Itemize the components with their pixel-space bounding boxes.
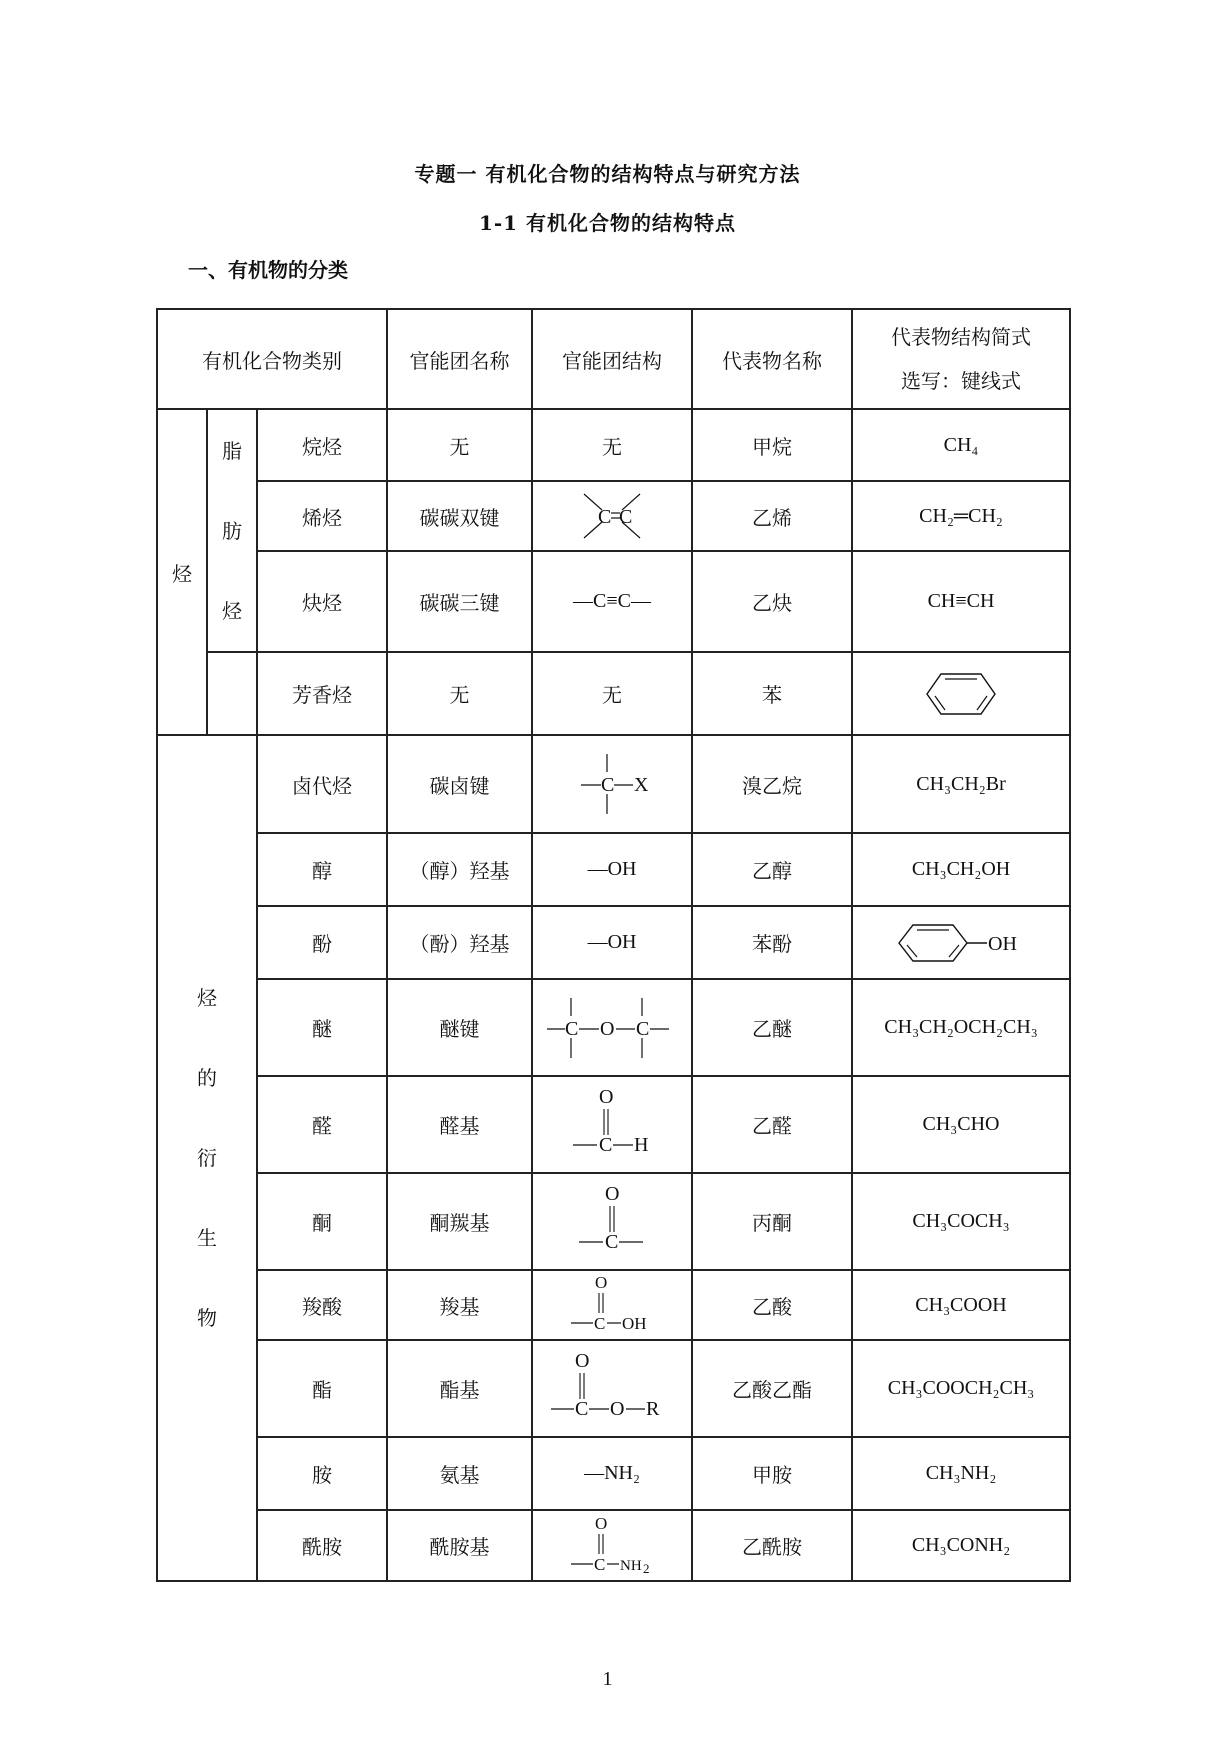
amide-structure (557, 1514, 667, 1578)
class-cell: 醚 (257, 979, 387, 1076)
haloalkane-structure (557, 748, 667, 820)
formula-cell: CH₂═CH₂ (852, 481, 1070, 551)
class-cell: 烯烃 (257, 481, 387, 551)
oxygen-symbol: O (599, 1085, 614, 1108)
formula-cell: CH₄ (852, 409, 1070, 481)
rep-name-cell: 乙炔 (692, 551, 852, 652)
carbon-symbol: C (605, 1230, 619, 1253)
class-cell: 卤代烃 (257, 735, 387, 833)
derivative-char: 衍 (197, 1146, 217, 1170)
fg-structure-cell: —OH (532, 906, 692, 979)
oxygen-symbol: O (610, 1397, 625, 1420)
class-cell: 烷烃 (257, 409, 387, 481)
oxygen-symbol: O (595, 1273, 608, 1292)
table-row (157, 1173, 1070, 1270)
table-row (157, 1510, 1070, 1581)
fg-name-cell: （酚）羟基 (387, 906, 532, 979)
formula-cell: CH₃COCH₃ (852, 1173, 1070, 1270)
formula-cell: CH₃CH₂OCH₂CH₃ (852, 979, 1070, 1076)
table-row (157, 979, 1070, 1076)
rep-name-cell: 乙醛 (692, 1076, 852, 1173)
class-cell: 酚 (257, 906, 387, 979)
rep-name-cell: 丙酮 (692, 1173, 852, 1270)
rep-name-cell: 乙醇 (692, 833, 852, 906)
formula-cell (852, 652, 1070, 735)
halogen-symbol: X (634, 774, 649, 796)
fg-name-cell: 酰胺基 (387, 1510, 532, 1581)
formula-cell: CH₃CHO (852, 1076, 1070, 1173)
derivative-char: 生 (197, 1226, 217, 1250)
derivative-char: 的 (197, 1066, 217, 1090)
rep-name-cell: 乙醚 (692, 979, 852, 1076)
class-cell: 酮 (257, 1173, 387, 1270)
class-cell: 醇 (257, 833, 387, 906)
carbon-symbol: C (598, 506, 612, 528)
fg-structure-cell: 无 (532, 409, 692, 481)
table-row (157, 1340, 1070, 1437)
hydrogen-symbol: H (634, 1133, 649, 1156)
phenol-structure (891, 920, 1031, 966)
rep-name-cell: 溴乙烷 (692, 735, 852, 833)
carbon-symbol: C (619, 506, 633, 528)
fg-structure-cell (532, 1510, 692, 1581)
table-row (157, 481, 1070, 551)
carbon-symbol: C (565, 1017, 579, 1040)
fg-name-cell: （醇）羟基 (387, 833, 532, 906)
page-title: 专题一 有机化合物的结构特点与研究方法 (414, 162, 801, 186)
derivative-char: 物 (197, 1306, 217, 1330)
double-bond-diagram (562, 486, 662, 546)
rep-name-cell: 苯 (692, 652, 852, 735)
rep-name-cell: 苯酚 (692, 906, 852, 979)
class-cell: 酯 (257, 1340, 387, 1437)
fg-name-cell: 醚键 (387, 979, 532, 1076)
table-row (157, 409, 1070, 481)
rep-name-cell: 甲烷 (692, 409, 852, 481)
rep-name-cell: 乙酸乙酯 (692, 1340, 852, 1437)
class-cell: 胺 (257, 1437, 387, 1510)
fg-name-cell: 碳碳双键 (387, 481, 532, 551)
class-cell: 酰胺 (257, 1510, 387, 1581)
class-cell: 芳香烃 (257, 652, 387, 735)
carbon-symbol: C (599, 1133, 613, 1156)
hydrocarbon-label: 烃 (157, 409, 207, 735)
formula-cell: CH≡CH (852, 551, 1070, 652)
hydroxyl-label: OH (622, 1314, 647, 1333)
r-group-symbol: R (646, 1397, 660, 1420)
fg-structure-cell: —OH (532, 833, 692, 906)
carbon-symbol: C (601, 774, 615, 796)
table-row (157, 652, 1070, 735)
aliphatic-char: 肪 (222, 518, 242, 543)
rep-name-cell: 甲胺 (692, 1437, 852, 1510)
class-cell: 醛 (257, 1076, 387, 1173)
header-row (157, 309, 1070, 409)
carbon-symbol: C (594, 1554, 606, 1574)
fg-structure-cell (532, 481, 692, 551)
aliphatic-char: 烃 (222, 598, 242, 623)
fg-structure-cell: —NH₂ (532, 1437, 692, 1510)
classification-table (156, 308, 1071, 1582)
header-rep-formula (852, 309, 1070, 409)
aliphatic-char: 脂 (222, 438, 242, 463)
fg-name-cell: 碳卤键 (387, 735, 532, 833)
rep-name-cell: 乙烯 (692, 481, 852, 551)
table-row (157, 735, 1070, 833)
formula-cell: CH₃COOCH₂CH₃ (852, 1340, 1070, 1437)
rep-name-cell: 乙酰胺 (692, 1510, 852, 1581)
subscript-2: 2 (643, 1560, 650, 1576)
section-heading: 一、有机物的分类 (188, 258, 348, 282)
amino-label: NH (620, 1557, 642, 1574)
header-rep-name: 代表物名称 (692, 309, 852, 409)
carbon-symbol: C (594, 1314, 606, 1333)
oxygen-symbol: O (605, 1182, 620, 1205)
fg-name-cell: 无 (387, 409, 532, 481)
derivative-char: 烃 (197, 986, 217, 1010)
page-number: 1 (602, 1668, 613, 1690)
fg-name-cell: 酮羰基 (387, 1173, 532, 1270)
carbon-symbol: C (575, 1397, 589, 1420)
fg-structure-cell (532, 1173, 692, 1270)
carbon-symbol: C (636, 1017, 650, 1040)
fg-structure-cell (532, 979, 692, 1076)
aliphatic-label (207, 409, 257, 652)
table-row (157, 833, 1070, 906)
oxygen-symbol: O (595, 1513, 608, 1533)
header-rep-formula-line1: 代表物结构简式 (891, 325, 1032, 349)
header-fg-name: 官能团名称 (387, 309, 532, 409)
section-subtitle: 1-1 有机化合物的结构特点 (478, 211, 737, 235)
table-row (157, 1076, 1070, 1173)
aldehyde-structure (557, 1085, 667, 1165)
fg-structure-cell: 无 (532, 652, 692, 735)
fg-name-cell: 醛基 (387, 1076, 532, 1173)
ketone-structure (557, 1182, 667, 1262)
oxygen-symbol: O (575, 1349, 590, 1372)
formula-cell: CH₃CONH₂ (852, 1510, 1070, 1581)
class-cell: 羧酸 (257, 1270, 387, 1340)
rep-name-cell: 乙酸 (692, 1270, 852, 1340)
table-row (157, 1270, 1070, 1340)
benzene-ring-icon (921, 669, 1001, 719)
formula-cell: CH₃CH₂OH (852, 833, 1070, 906)
fg-name-cell: 氨基 (387, 1437, 532, 1510)
table-row (157, 551, 1070, 652)
hydroxyl-label: OH (988, 932, 1017, 955)
table-row (157, 906, 1070, 979)
fg-name-cell: 无 (387, 652, 532, 735)
fg-structure-cell (532, 735, 692, 833)
header-rep-formula-line2: 选写：键线式 (901, 369, 1022, 393)
formula-cell: CH₃COOH (852, 1270, 1070, 1340)
derivative-label (157, 735, 257, 1581)
table-row (157, 1437, 1070, 1510)
fg-name-cell: 酯基 (387, 1340, 532, 1437)
fg-structure-cell (532, 1340, 692, 1437)
formula-cell: CH₃NH₂ (852, 1437, 1070, 1510)
oxygen-symbol: O (600, 1017, 615, 1040)
formula-cell (852, 906, 1070, 979)
carboxyl-structure (557, 1273, 667, 1337)
class-cell: 炔烃 (257, 551, 387, 652)
fg-structure-cell (532, 1270, 692, 1340)
fg-structure-cell: —C≡C— (532, 551, 692, 652)
fg-structure-cell (532, 1076, 692, 1173)
fg-name-cell: 羧基 (387, 1270, 532, 1340)
ether-structure (537, 992, 687, 1064)
header-fg-structure: 官能团结构 (532, 309, 692, 409)
fg-name-cell: 碳碳三键 (387, 551, 532, 652)
formula-cell: CH₃CH₂Br (852, 735, 1070, 833)
ester-structure (547, 1349, 677, 1429)
header-category: 有机化合物类别 (157, 309, 387, 409)
